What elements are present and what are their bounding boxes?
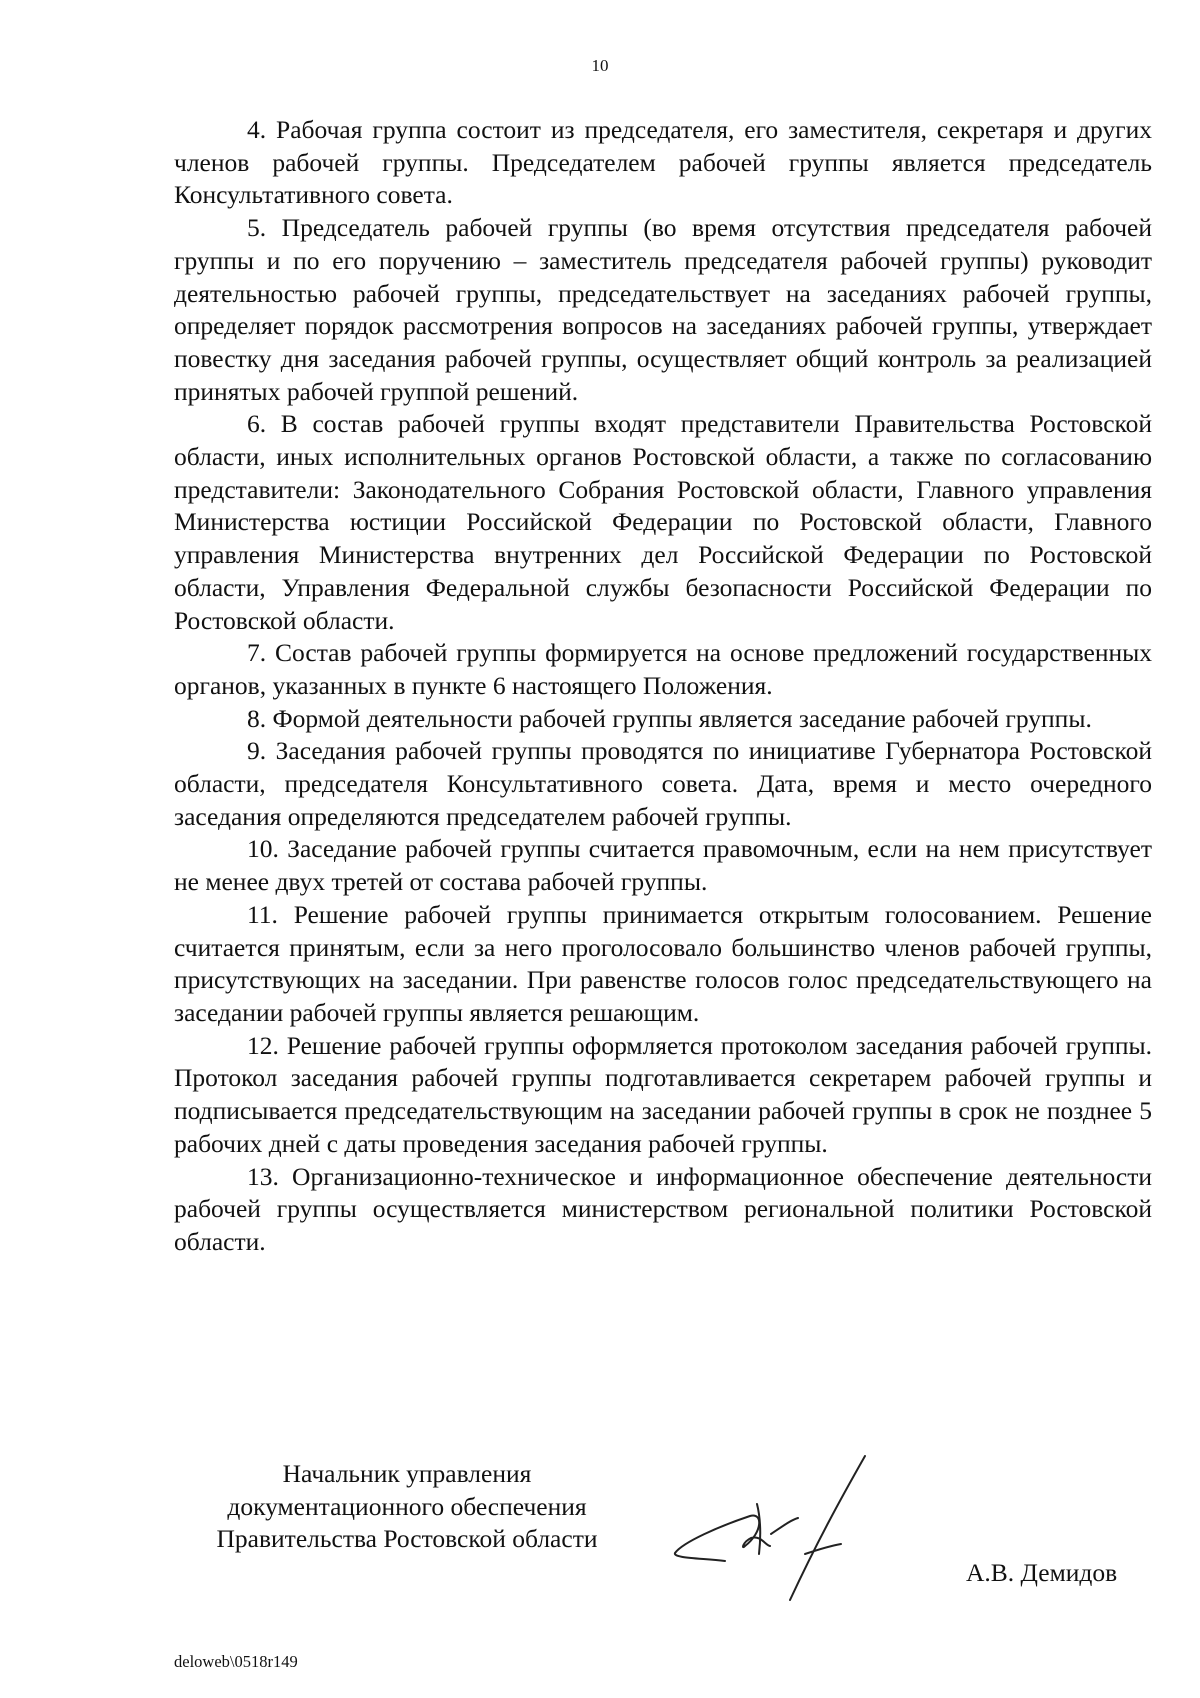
page-number: 10 — [591, 56, 609, 75]
signatory-title — [172, 1458, 642, 1556]
paragraph-10: 10. Заседание рабочей группы считается правомочным, если на нем присутствует не менее двух третей от состава рабочей группы. — [174, 834, 1152, 897]
signatory-title-line-1: Начальник управления — [282, 1459, 532, 1488]
paragraph-9: 9. Заседания рабочей группы проводятся по инициативе Губернатора Ростовской области, председателя Консультативного совета. Дата, время и место очередного заседания определяются председателем рабочей группы. — [174, 736, 1152, 831]
document-body — [174, 114, 1152, 1259]
paragraph-6: 6. В состав рабочей группы входят представители Правительства Ростовской области, иных исполнительных органов Ростовской области, а также по согласованию представители: Законодательного Собрания Ростовской области, Главного управления Министерства юстиции Российской Федерации по Ростовской области, Главного управления Министерства внутренних дел Российской Федерации по Ростовской области, Управления Федеральной службы безопасности Российской Федерации по Ростовской области. — [174, 409, 1152, 635]
paragraph-4: 4. Рабочая группа состоит из председателя, его заместителя, секретаря и других членов рабочей группы. Председателем рабочей группы является председатель Консультативного совета. — [174, 115, 1152, 210]
handwritten-signature — [665, 1450, 925, 1615]
signatory-name: А.В. Демидов — [966, 1558, 1118, 1587]
paragraph-7: 7. Состав рабочей группы формируется на основе предложений государственных органов, указанных в пункте 6 настоящего Положения. — [174, 638, 1152, 700]
paragraph-12: 12. Решение рабочей группы оформляется протоколом заседания рабочей группы. Протокол заседания рабочей группы подготавливается секретарем рабочей группы и подписывается председательствующим на заседании рабочей группы в срок не позднее 5 рабочих дней с даты проведения заседания рабочей группы. — [174, 1030, 1152, 1158]
document-code: deloweb\0518r149 — [174, 1652, 298, 1671]
paragraph-11: 11. Решение рабочей группы принимается открытым голосованием. Решение считается принятым, если за него проголосовало большинство членов рабочей группы, присутствующих на заседании. При равенстве голосов голос председательствующего на заседании рабочей группы является решающим. — [174, 899, 1152, 1027]
signatory-title-line-3: Правительства Ростовской области — [216, 1524, 598, 1553]
paragraph-5: 5. Председатель рабочей группы (во время отсутствия председателя рабочей группы и по его поручению – заместитель председателя рабочей группы) руководит деятельностью рабочей группы, председательствует на заседаниях рабочей группы, определяет порядок рассмотрения вопросов на заседаниях рабочей группы, утверждает повестку дня заседания рабочей группы, осуществляет общий контроль за реализацией принятых рабочей группой решений. — [174, 213, 1152, 406]
paragraph-13: 13. Организационно-техническое и информационное обеспечение деятельности рабочей группы осуществляется министерством региональной политики Ростовской области. — [174, 1161, 1152, 1256]
paragraph-8: 8. Формой деятельности рабочей группы является заседание рабочей группы. — [247, 703, 1092, 733]
signatory-title-line-2: документационного обеспечения — [227, 1491, 587, 1521]
